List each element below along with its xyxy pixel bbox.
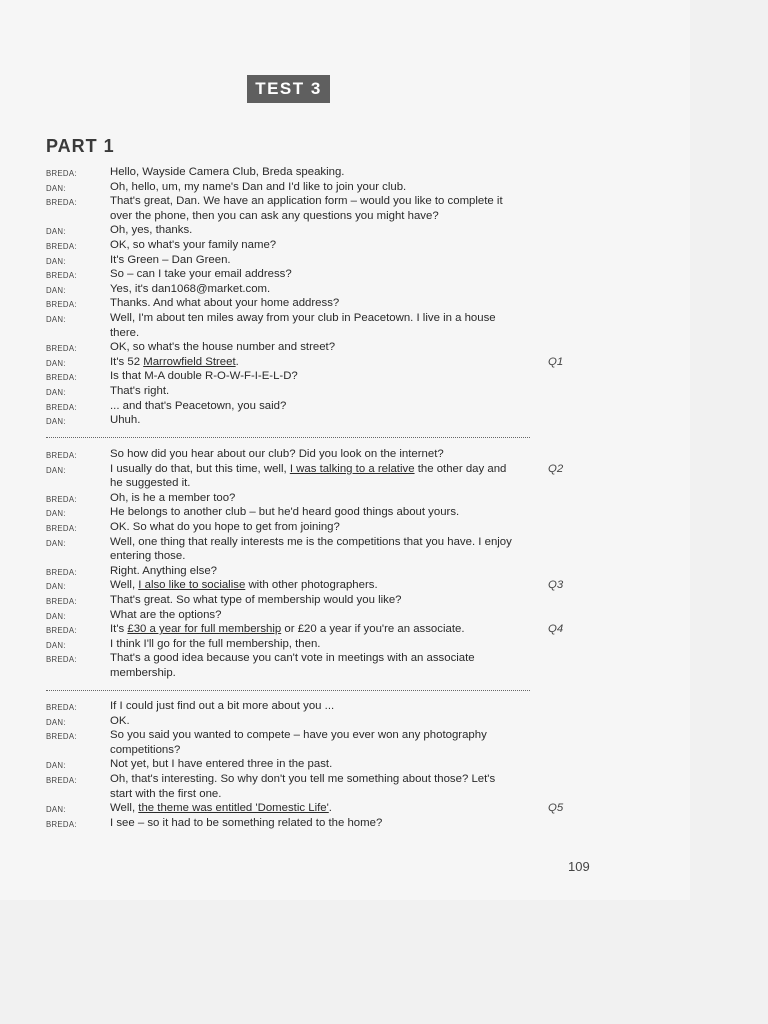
dialogue-text: Well, I'm about ten miles away from your club in Peacetown. I live in a house — [110, 312, 496, 324]
speaker-label: BREDA: — [46, 597, 77, 606]
underlined-answer: I also like to socialise — [138, 579, 246, 592]
dialogue-line — [0, 355, 768, 370]
dialogue-line — [0, 593, 768, 608]
speaker-label: DAN: — [46, 358, 66, 368]
dialogue-text: That's great, Dan. We have an application form – would you like to complete it — [110, 195, 503, 208]
text-after-answer: . — [328, 802, 332, 815]
speaker-label: DAN: — [46, 465, 66, 475]
dialogue-line — [0, 549, 768, 564]
speaker-label: BREDA: — [46, 198, 77, 208]
text-before-answer: I usually do that, but this time, well, — [110, 462, 290, 475]
dialogue-text: That's right. — [110, 385, 170, 397]
speaker-label: BREDA: — [46, 373, 77, 383]
question-marker: Q4 — [548, 623, 564, 636]
dialogue-text: OK. So what do you hope to get from joining? — [110, 521, 340, 533]
dialogue-line — [0, 326, 768, 341]
dialogue-line — [0, 369, 768, 384]
speaker-label: BREDA: — [46, 271, 77, 281]
dialogue-text: Is that M-A double R-O-W-F-I-E-L-D? — [110, 370, 298, 383]
dialogue-line — [0, 651, 768, 666]
dialogue-text: start with the first one. — [110, 787, 222, 800]
speaker-label: DAN: — [46, 805, 66, 815]
part-title: PART 1 — [46, 136, 115, 156]
dialogue-line — [0, 622, 768, 637]
dialogue-line — [0, 728, 768, 743]
speaker-label: DAN: — [46, 509, 66, 519]
dialogue-line — [0, 340, 768, 355]
dialogue-text: competitions? — [110, 743, 181, 756]
speaker-label: BREDA: — [46, 819, 77, 829]
dialogue-line — [0, 787, 768, 802]
underlined-answer: Marrowfield Street — [143, 355, 236, 368]
dialogue-line — [0, 238, 768, 253]
dialogue-line — [0, 637, 768, 652]
question-marker: Q1 — [548, 355, 564, 368]
dialogue-text: Yes, it's dan1068@market.com. — [110, 282, 271, 295]
question-marker: Q2 — [548, 462, 564, 475]
speaker-label: DAN: — [46, 256, 66, 266]
dialogue-line — [0, 447, 768, 462]
dialogue-text: OK, so what's your family name? — [110, 239, 277, 251]
dialogue-text: Not yet, but I have entered three in the past. — [110, 758, 333, 771]
speaker-label: BREDA: — [46, 344, 77, 354]
dialogue-line — [0, 311, 768, 326]
text-after-answer: or £20 a year if you're an associate. — [281, 623, 465, 636]
dialogue-text: Hello, Wayside Camera Club, Breda speaking. — [110, 166, 345, 178]
dialogue-line — [0, 462, 768, 477]
speaker-label: DAN: — [46, 640, 66, 650]
text-after-answer: with other photographers. — [245, 579, 378, 592]
dialogue-text: Thanks. And what about your home address? — [110, 297, 340, 310]
dialogue-text: It's Green – Dan Green. — [110, 253, 231, 266]
dialogue-text: OK. — [110, 714, 130, 727]
dialogue-text — [110, 355, 239, 370]
dialogue-text: That's a good idea because you can't vote in meetings with an associate — [110, 652, 475, 665]
dialogue-line — [0, 209, 768, 224]
dialogue-line — [0, 491, 768, 506]
dialogue-text: I see – so it had to be something related to the home? — [110, 816, 383, 829]
dialogue-line — [0, 253, 768, 268]
dialogue-line — [0, 165, 768, 180]
speaker-label: DAN: — [46, 582, 66, 592]
dialogue-text: So you said you wanted to compete – have you ever won any photography — [110, 729, 487, 742]
dialogue-text — [110, 462, 506, 477]
dialogue-line — [0, 564, 768, 579]
text-after-answer: the other day and — [414, 462, 507, 475]
dialogue-text — [110, 801, 332, 816]
dialogue-text: OK, so what's the house number and street? — [110, 341, 336, 354]
speaker-label: DAN: — [46, 285, 66, 295]
underlined-answer: £30 a year for full membership — [127, 623, 282, 636]
dialogue-line — [0, 699, 768, 714]
dialogue-line — [0, 757, 768, 772]
dialogue-line — [0, 801, 768, 816]
dialogue-text: membership. — [110, 667, 176, 679]
dialogue-text: Uhuh. — [110, 414, 141, 427]
dialogue-line — [0, 743, 768, 758]
section-divider — [46, 437, 530, 438]
dialogue-line — [0, 714, 768, 729]
dialogue-line — [0, 223, 768, 238]
dialogue-line — [0, 608, 768, 623]
section-divider — [46, 690, 530, 691]
speaker-label: DAN: — [46, 417, 66, 427]
speaker-label: DAN: — [46, 227, 66, 237]
speaker-label: BREDA: — [46, 451, 77, 460]
dialogue-text: Oh, is he a member too? — [110, 491, 236, 504]
dialogue-line — [0, 476, 768, 491]
test-badge: TEST 3 — [247, 75, 330, 103]
speaker-label: BREDA: — [46, 655, 77, 665]
dialogue-line — [0, 384, 768, 399]
dialogue-line — [0, 520, 768, 535]
dialogue-text: What are the options? — [110, 608, 222, 621]
speaker-label: BREDA: — [46, 524, 77, 533]
dialogue-text: So how did you hear about our club? Did you look on the internet? — [110, 448, 444, 460]
dialogue-line — [0, 535, 768, 550]
speaker-label: BREDA: — [46, 776, 77, 785]
dialogue-line — [0, 180, 768, 195]
dialogue-text: over the phone, then you can ask any questions you might have? — [110, 209, 439, 222]
dialogue-text: Oh, that's interesting. So why don't you tell me something about those? Let's — [110, 773, 496, 785]
dialogue-line — [0, 267, 768, 282]
speaker-label: DAN: — [46, 538, 66, 548]
speaker-label: DAN: — [46, 717, 66, 727]
dialogue-text: Oh, yes, thanks. — [110, 224, 193, 237]
speaker-label: DAN: — [46, 388, 66, 397]
dialogue-line — [0, 772, 768, 787]
dialogue-text: So – can I take your email address? — [110, 268, 292, 281]
dialogue-text: ... and that's Peacetown, you said? — [110, 399, 287, 412]
dialogue-line — [0, 399, 768, 414]
text-before-answer: Well, — [110, 579, 139, 592]
dialogue-text — [110, 622, 465, 637]
speaker-label: DAN: — [46, 183, 66, 193]
dialogue-text: I think I'll go for the full membership, then. — [110, 637, 321, 650]
dialogue-text: Well, one thing that really interests me is the competitions that you have. I enjoy — [110, 535, 512, 548]
speaker-label: BREDA: — [46, 703, 77, 712]
speaker-label: DAN: — [46, 611, 66, 621]
question-marker: Q5 — [548, 802, 564, 815]
text-before-answer: Well, — [110, 802, 139, 815]
dialogue-text: That's great. So what type of membership would you like? — [110, 594, 402, 606]
dialogue-text: Right. Anything else? — [110, 564, 218, 577]
speaker-label: BREDA: — [46, 402, 77, 412]
dialogue-line — [0, 194, 768, 209]
dialogue-line — [0, 282, 768, 297]
speaker-label: BREDA: — [46, 300, 77, 310]
dialogue-line — [0, 296, 768, 311]
speaker-label: DAN: — [46, 761, 66, 771]
text-before-answer: It's — [110, 623, 128, 636]
dialogue-text — [110, 578, 378, 593]
dialogue-text: he suggested it. — [110, 477, 191, 490]
dialogue-line — [0, 666, 768, 681]
text-before-answer: It's 52 — [110, 355, 144, 368]
dialogue-line — [0, 578, 768, 593]
speaker-label: BREDA: — [46, 494, 77, 504]
speaker-label: BREDA: — [46, 242, 77, 251]
page-number: 109 — [568, 859, 590, 874]
underlined-answer: I was talking to a relative — [289, 462, 415, 475]
speaker-label: BREDA: — [46, 567, 77, 577]
dialogue-line — [0, 413, 768, 428]
speaker-label: BREDA: — [46, 732, 77, 742]
dialogue-line — [0, 505, 768, 520]
dialogue-line — [0, 816, 768, 831]
text-after-answer: . — [235, 355, 239, 368]
dialogue-text: entering those. — [110, 550, 186, 563]
speaker-label: DAN: — [46, 315, 66, 324]
question-marker: Q3 — [548, 579, 564, 592]
speaker-label: BREDA: — [46, 169, 77, 178]
speaker-label: BREDA: — [46, 626, 77, 636]
dialogue-text: there. — [110, 326, 140, 339]
dialogue-text: If I could just find out a bit more about you ... — [110, 700, 335, 712]
dialogue-text: He belongs to another club – but he'd heard good things about yours. — [110, 506, 460, 519]
dialogue-text: Oh, hello, um, my name's Dan and I'd like to join your club. — [110, 180, 407, 193]
underlined-answer: the theme was entitled 'Domestic Life' — [138, 802, 329, 815]
